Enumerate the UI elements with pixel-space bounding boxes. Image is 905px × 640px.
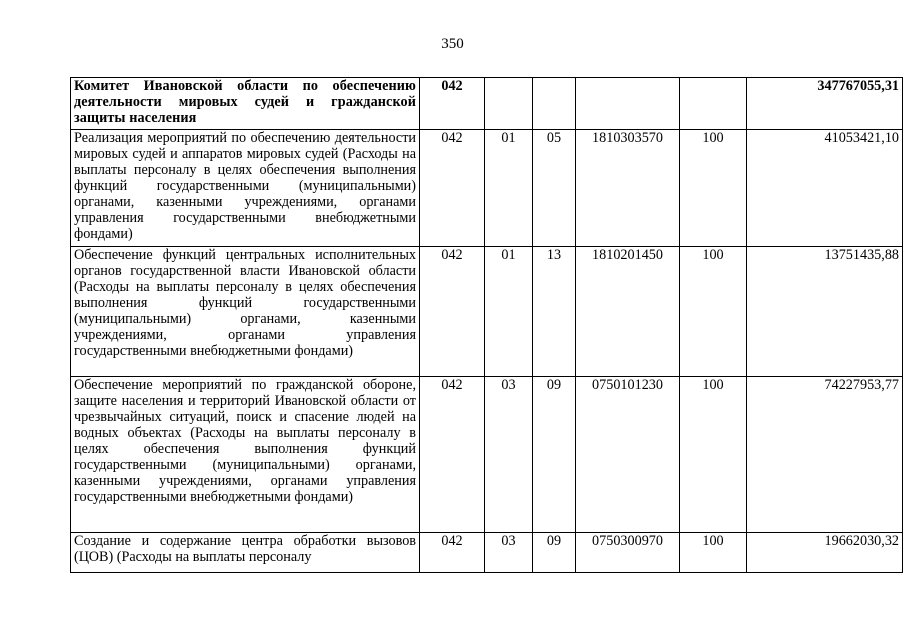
row-subsection-code bbox=[533, 78, 576, 130]
row-dept-code: 042 bbox=[420, 78, 485, 130]
row-dept-code: 042 bbox=[420, 377, 485, 533]
row-description: Обеспечение функций центральных исполнительных органов государственной власти Ивановской области (Расходы на выплаты персоналу в целях обеспечения выполнения функций государственными (муниципальными) органами, казенными учреждениями, органами управления государственными внебюджетными фондами) bbox=[71, 247, 420, 377]
table-row bbox=[71, 130, 903, 247]
row-expense-type: 100 bbox=[680, 130, 747, 247]
row-dept-code: 042 bbox=[420, 533, 485, 573]
table-row bbox=[71, 377, 903, 533]
row-target-article: 1810303570 bbox=[576, 130, 680, 247]
row-description: Обеспечение мероприятий по гражданской обороне, защите населения и территорий Ивановской области от чрезвычайных ситуаций, поиск и спасение людей на водных объектах (Расходы на выплаты персоналу в целях обеспечения выполнения функций государственными (муниципальными) органами, казенными учреждениями, органами управления государственными внебюджетными фондами) bbox=[71, 377, 420, 533]
budget-table bbox=[70, 77, 903, 573]
table-row bbox=[71, 78, 903, 130]
row-subsection-code: 13 bbox=[533, 247, 576, 377]
row-section-code: 01 bbox=[485, 247, 533, 377]
row-expense-type: 100 bbox=[680, 247, 747, 377]
row-dept-code: 042 bbox=[420, 247, 485, 377]
row-section-code: 03 bbox=[485, 377, 533, 533]
row-target-article bbox=[576, 78, 680, 130]
row-amount: 41053421,10 bbox=[747, 130, 903, 247]
row-description: Реализация мероприятий по обеспечению деятельности мировых судей и аппаратов мировых судей (Расходы на выплаты персоналу в целях обеспечения выполнения функций государственными (муниципальными) органами, казенными учреждениями, органами управления государственными внебюджетными фондами) bbox=[71, 130, 420, 247]
row-amount: 13751435,88 bbox=[747, 247, 903, 377]
row-amount: 347767055,31 bbox=[747, 78, 903, 130]
row-dept-code: 042 bbox=[420, 130, 485, 247]
row-description: Комитет Ивановской области по обеспечению деятельности мировых судей и гражданской защиты населения bbox=[71, 78, 420, 130]
row-subsection-code: 09 bbox=[533, 377, 576, 533]
row-description: Создание и содержание центра обработки вызовов (ЦОВ) (Расходы на выплаты персоналу bbox=[71, 533, 420, 573]
row-subsection-code: 05 bbox=[533, 130, 576, 247]
table-row bbox=[71, 247, 903, 377]
row-section-code: 01 bbox=[485, 130, 533, 247]
row-expense-type: 100 bbox=[680, 377, 747, 533]
row-subsection-code: 09 bbox=[533, 533, 576, 573]
row-amount: 74227953,77 bbox=[747, 377, 903, 533]
row-target-article: 0750101230 bbox=[576, 377, 680, 533]
budget-table-body bbox=[71, 78, 903, 573]
row-target-article: 1810201450 bbox=[576, 247, 680, 377]
row-target-article: 0750300970 bbox=[576, 533, 680, 573]
row-section-code: 03 bbox=[485, 533, 533, 573]
row-section-code bbox=[485, 78, 533, 130]
table-row bbox=[71, 533, 903, 573]
row-expense-type: 100 bbox=[680, 533, 747, 573]
page-number: 350 bbox=[441, 36, 464, 52]
row-expense-type bbox=[680, 78, 747, 130]
row-amount: 19662030,32 bbox=[747, 533, 903, 573]
